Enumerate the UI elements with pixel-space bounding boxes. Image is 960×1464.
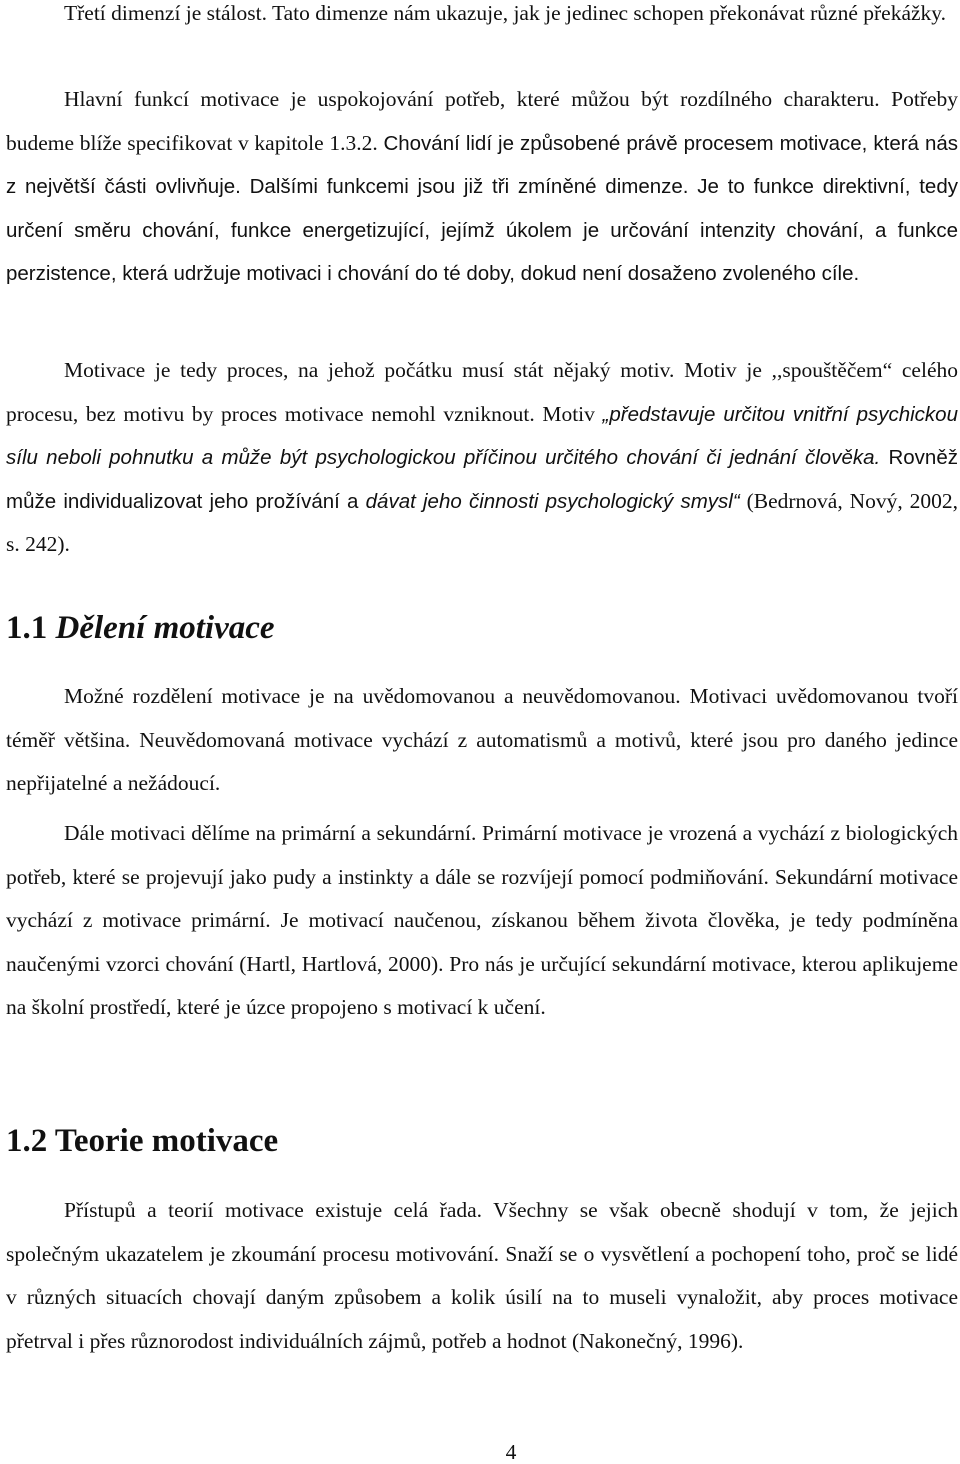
paragraph-motivation-functions <box>6 78 958 296</box>
paragraph-conscious-motivation <box>6 675 958 806</box>
section-heading-1-1 <box>6 608 275 648</box>
heading-title: Dělení motivace <box>55 610 275 646</box>
paragraph-text: Přístupů a teorií motivace existuje celá řada. Všechny se však obecně shodují v tom, že jejich společným ukazatelem je zkoumání procesu motivování. Snaží se o vysvětlení a pochopení toho, proč se lidé v různých situacích chovají daným způsobem a kolik úsilí na to museli vynaložit, aby proces motivace přetrval i přes různorodost individuálních zájmů, potřeb a hodnot (Nakonečný, 1996). <box>6 1198 958 1353</box>
paragraph-text: Motivace je tedy proces, na jehož počátku musí stát nějaký motiv. Motiv je ,,spouštěčem“ celého procesu, bez motivu by proces motivace nemohl vzniknout. Motiv <box>6 358 958 426</box>
page-number: 4 <box>505 1440 517 1464</box>
heading-number: 1.1 <box>6 610 56 646</box>
paragraph-text: Třetí dimenzí je stálost. Tato dimenze nám ukazuje, jak je jedinec schopen překonávat různé překážky. <box>64 1 947 25</box>
citation: (Bedrnová, Nový, 2002, s. 242). <box>6 488 958 557</box>
paragraph-primary-secondary <box>6 812 958 1030</box>
paragraph-theories <box>6 1189 958 1363</box>
paragraph-text-sans: Chování lidí je způsobené právě procesem motivace, která nás z největší části ovlivňuje. Dalšími funkcemi jsou již tři zmíněné dimenze. Je to funkce direktivní, tedy určení směru chování, funkce energetizující, jejímž úkolem je určování intenzity chování, a funkce perzistence, která udržuje motivaci i chování do té doby, dokud není dosaženo zvoleného cíle. <box>6 131 959 286</box>
paragraph-motive <box>6 349 958 567</box>
quote-italic-end: dávat jeho činnosti psychologický smysl“ <box>365 489 740 513</box>
paragraph-stability-dimension <box>6 0 958 36</box>
paragraph-text: Dále motivaci dělíme na primární a sekundární. Primární motivace je vrozená a vychází z biologických potřeb, které se projevují jako pudy a instinkty a dále se rozvíjejí pomocí podmiňování. Sekundární motivace vychází z motivace primární. Je motivací naučenou, získanou během života člověka, je tedy podmíněna naučenými vzorci chování (Hartl, Hartlová, 2000). Pro nás je určující sekundární motivace, kterou aplikujeme na školní prostředí, které je úzce propojeno s motivací k učení. <box>6 821 958 1020</box>
paragraph-text: Hlavní funkcí motivace je uspokojování potřeb, které můžou být rozdílného charakteru. Potřeby budeme blíže specifikovat v kapitole 1.3.2. <box>6 87 958 155</box>
section-heading-1-2: 1.2 Teorie motivace <box>6 1123 279 1159</box>
quote-italic: „představuje určitou vnitřní psychickou sílu neboli pohnutku a může být psychologickou příčinou určitého chování či jednání člověka. <box>6 402 958 470</box>
paragraph-text-sans: Rovněž může individualizovat jeho prožívání a <box>6 446 958 513</box>
paragraph-text: Možné rozdělení motivace je na uvědomovanou a neuvědomovanou. Motivaci uvědomovanou tvoří téměř většina. Neuvědomovaná motivace vychází z automatismů a motivů, které jsou pro daného jedince nepřijatelné a nežádoucí. <box>6 684 958 796</box>
